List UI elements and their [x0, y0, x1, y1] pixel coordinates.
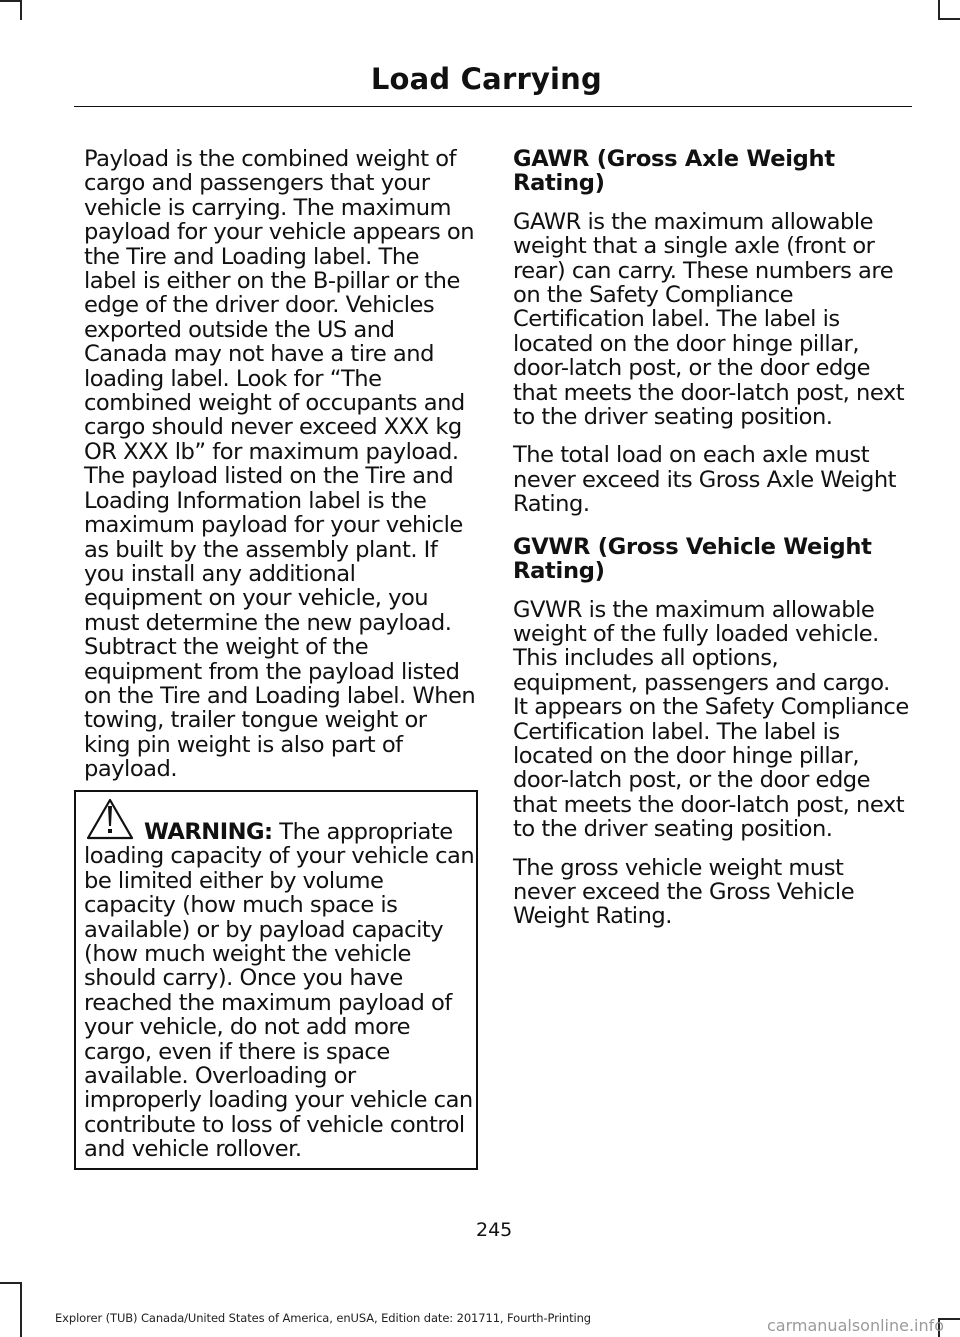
- gawr-paragraph-2: The total load on each axle must never exceed its Gross Axle Weight Rating.: [513, 442, 897, 518]
- gawr-paragraph-1: GAWR is the maximum allowable weight that a single axle (front or rear) can carry. These numbers are on the Safety Compliance Certification label. The label is located on the door hinge pillar, door-latch post, or the door edge that meets the door-latch post, next to the driver seating position.: [513, 208, 905, 431]
- header-divider: [74, 106, 912, 107]
- warning-box: [74, 790, 478, 1170]
- gvwr-paragraph-2: The gross vehicle weight must never exceed the Gross Vehicle Weight Rating.: [513, 854, 855, 930]
- page-number: 245: [476, 1219, 513, 1241]
- crop-mark-bottom-left-vertical: [20, 1282, 22, 1337]
- watermark: carmanualsonline.info: [767, 1316, 945, 1335]
- page-title: Load Carrying: [370, 62, 602, 96]
- warning-text: The appropriate loading capacity of your vehicle can be limited either by volume capacity (how much space is available) or by payload capacity (how much weight the vehicle should carry). Once you have reached the maximum payload of your vehicle, do not add more cargo, even if there is space available. Overloading or improperly loading your vehicle can contribute to loss of vehicle control and vehicle rollover.: [84, 819, 475, 1163]
- crop-mark-top-right-horizontal: [940, 18, 960, 20]
- crop-mark-top-left: [0, 0, 20, 2]
- right-column: [513, 147, 909, 929]
- crop-mark-top-left-vertical: [20, 0, 22, 20]
- crop-mark-top-right: [938, 0, 940, 20]
- gawr-heading: GAWR (Gross Axle Weight Rating): [513, 146, 835, 197]
- crop-mark-bottom-left: [0, 1282, 20, 1284]
- warning-paragraph: [84, 820, 476, 1162]
- warning-label: WARNING:: [144, 819, 273, 845]
- warning-content: [84, 820, 476, 1162]
- footer-edition-info: Explorer (TUB) Canada/United States of America, enUSA, Edition date: 201711, Fourth-Printing: [55, 1311, 591, 1325]
- gvwr-paragraph-1: GVWR is the maximum allowable weight of the fully loaded vehicle. This includes all options, equipment, passengers and cargo. It appears on the Safety Compliance Certification label. The label is located on the door hinge pillar, door-latch post, or the door edge that meets the door-latch post, next to the driver seating position.: [513, 596, 909, 843]
- left-column: [84, 147, 476, 782]
- gvwr-heading: GVWR (Gross Vehicle Weight Rating): [513, 533, 872, 585]
- payload-paragraph: Payload is the combined weight of cargo and passengers that your vehicle is carrying. The maximum payload for your vehicle appears on the Tire and Loading label. The label is either on the B-pillar or the edge of the driver door. Vehicles exported outside the US and Canada may not have a tire and loading label. Look for “The combined weight of occupants and cargo should never exceed XXX kg OR XXX lb” for maximum payload. The payload listed on the Tire and Loading Information label is the maximum payload for your vehicle as built by the assembly plant. If you install any additional equipment on your vehicle, you must determine the new payload. Subtract the weight of the equipment from the payload listed on the Tire and Loading label. When towing, trailer tongue weight or king pin weight is also part of payload.: [84, 146, 476, 783]
